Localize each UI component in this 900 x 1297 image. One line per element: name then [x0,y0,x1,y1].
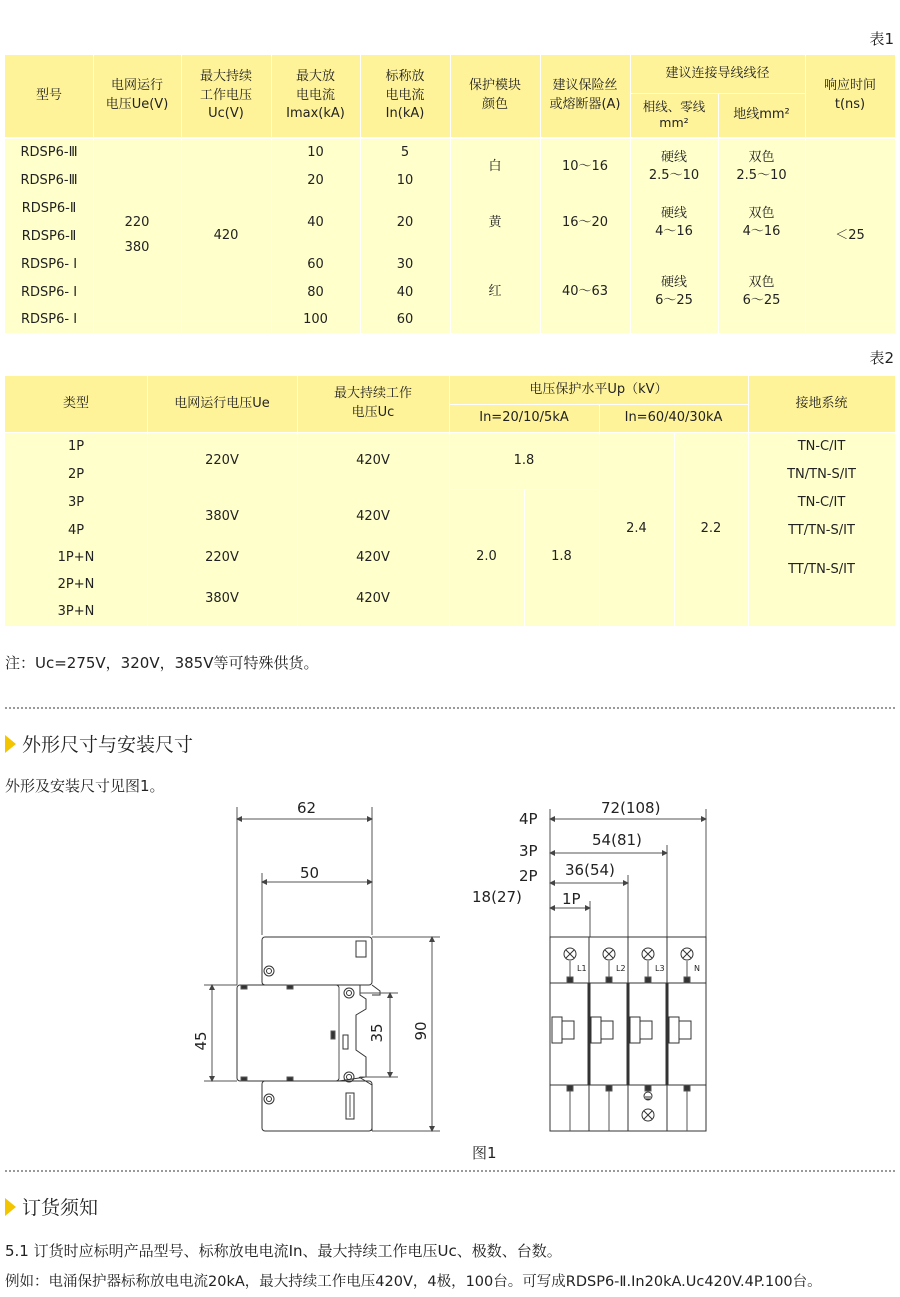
section-divider [5,707,895,709]
t2-header-ground-system: 接地系统 [748,376,895,432]
t2-type-cell: 3P+N [57,604,95,620]
t1-fuse-cell: 10～16 [561,158,609,174]
t1-wire-phase-cell: 硬线 2.5～10 [648,150,700,183]
dim-45-label: 45 [192,1031,210,1051]
dim-36-label: 36(54) [565,861,615,879]
t1-model-cell: RDSP6- Ⅰ [20,256,78,272]
t1-imax-cell: 80 [307,284,324,300]
t2-header-grid-voltage: 电网运行电压Ue [147,376,297,432]
t1-header-imax: 最大放 电电流 Imax(kA) [271,55,360,137]
t1-response-cell: ＜25 [835,227,865,243]
t1-wire-ground-cell: 双色 6～25 [742,275,781,308]
ordering-example: 例如：电涌保护器标称放电电流20kA，最大持续工作电压420V，4极，100台。可写成RDSP6-Ⅱ.In20kA.Uc420V.4P.100台。 [5,1274,822,1290]
t1-wire-ground-cell: 双色 2.5～10 [736,150,787,183]
t2-header-up-high: In=60/40/30kA [599,404,748,432]
t1-in-cell: 10 [396,172,414,188]
ordering-instruction: 5.1 订货时应标明产品型号、标称放电电流In、最大持续工作电压Uc、极数、台数。 [5,1242,562,1260]
t2-type-cell: 1P [67,438,85,454]
table2-caption: 表2 [869,349,894,367]
spec-table-2 [5,376,895,626]
table1-caption: 表1 [869,30,894,48]
section-title: 订货须知 [22,1197,99,1219]
section-marker-icon [5,1198,16,1216]
section-divider [5,1170,895,1172]
t1-model-cell: RDSP6- Ⅰ [20,284,78,300]
t2-ground-cell: TN-C/IT [797,438,846,454]
section-heading-ordering [5,1193,98,1220]
t1-header-model: 型号 [5,55,93,137]
t2-ground-cell: TT/TN-S/IT [788,522,855,538]
t2-grid-voltage-cell: 220V [205,452,239,468]
front-view [550,809,706,1131]
t1-imax-cell: 20 [307,172,324,188]
t1-header-wire: 建议连接导线线径 [630,55,805,93]
pole-1p-label: 1P [562,890,581,908]
t1-max-cont-voltage-cell: 420 [213,227,239,243]
t2-ground-cell: TT/TN-S/IT [788,562,855,578]
dimensions-text: 外形及安装尺寸见图1。 [5,777,165,795]
t2-up-cell: 2.4 [626,521,647,537]
t1-model-cell: RDSP6-Ⅱ [21,200,77,216]
t2-type-cell: 1P+N [57,550,95,566]
dim-18-label: 18(27) [472,888,522,906]
section-marker-icon [5,735,16,753]
t1-model-cell: RDSP6-Ⅲ [20,144,78,160]
section-title: 外形尺寸与安装尺寸 [22,734,194,756]
t1-fuse-cell: 16～20 [561,214,609,230]
t2-grid-voltage-cell: 380V [205,590,239,606]
t1-color-cell: 红 [488,283,502,299]
t2-grid-voltage-cell: 380V [205,508,239,524]
dim-50-label: 50 [300,864,320,882]
t1-model-cell: RDSP6-Ⅲ [20,172,78,188]
t1-header-module-color: 保护模块 颜色 [450,55,540,137]
t2-type-cell: 2P [67,466,85,482]
pole-4p-label: 4P [519,810,538,828]
t1-header-fuse: 建议保险丝 或熔断器(A) [540,55,630,137]
t2-max-cont-cell: 420V [356,452,390,468]
t1-model-cell: RDSP6-Ⅱ [21,228,77,244]
t1-header-max-cont-voltage: 最大持续 工作电压 Uc(V) [181,55,271,137]
t2-max-cont-cell: 420V [356,550,390,566]
dim-90-label: 90 [412,1021,430,1041]
t1-wire-phase-cell: 硬线 6～25 [655,275,693,308]
t2-type-cell: 2P+N [57,577,95,593]
t1-in-cell: 5 [400,144,410,160]
t2-up-cell: 1.8 [551,549,572,565]
side-view [204,807,440,1131]
t1-color-cell: 黄 [488,214,502,230]
t2-grid-voltage-cell: 220V [205,550,239,566]
dim-54-label: 54(81) [592,831,642,849]
t1-header-response: 响应时间 t(ns) [805,55,895,137]
terminal-label: L1 [577,964,587,973]
t2-type-cell: 4P [67,522,85,538]
t1-in-cell: 60 [396,311,414,327]
t2-header-up-low: In=20/10/5kA [449,404,599,432]
supply-note: 注：Uc=275V，320V，385V等可特殊供货。 [5,654,319,672]
t2-type-cell: 3P [67,494,85,510]
dim-72-label: 72(108) [601,799,661,817]
dim-62-label: 62 [297,799,317,817]
t2-ground-cell: TN/TN-S/IT [787,466,856,482]
t2-ground-cell: TN-C/IT [797,494,846,510]
t1-imax-cell: 40 [307,214,324,230]
t1-in-cell: 30 [396,256,414,272]
spec-table-1 [5,55,895,333]
t1-header-wire-phase: 相线、零线 mm² [630,93,718,137]
t1-model-cell: RDSP6- Ⅰ [20,311,78,327]
t1-header-grid-voltage: 电网运行 电压Ue(V) [93,55,181,137]
t1-imax-cell: 10 [307,144,324,160]
pole-3p-label: 3P [519,842,538,860]
t1-color-cell: 白 [488,158,502,174]
t2-up-cell: 2.0 [476,549,497,565]
dim-35-label: 35 [368,1023,386,1043]
dimension-drawing [0,795,900,1140]
t1-wire-phase-cell: 硬线 4～16 [655,206,693,239]
section-heading-dimensions [5,730,193,757]
t1-header-wire-ground: 地线mm² [718,93,805,137]
t2-header-max-cont-voltage: 最大持续工作 电压Uc [297,376,449,432]
figure-caption: 图1 [472,1144,497,1162]
t1-in-cell: 40 [396,284,414,300]
t1-imax-cell: 60 [307,256,324,272]
t1-grid-voltage-cell: 220 380 [124,215,150,255]
t1-fuse-cell: 40～63 [561,283,609,299]
pole-2p-label: 2P [519,867,538,885]
t2-header-up: 电压保护水平Up（kV） [449,376,748,404]
terminal-label: N [694,964,700,973]
terminal-label: L3 [655,964,665,973]
t1-header-in: 标称放 电电流 In(kA) [360,55,450,137]
t1-wire-ground-cell: 双色 4～16 [742,206,781,239]
t1-in-cell: 20 [396,214,414,230]
t2-header-type: 类型 [5,376,147,432]
t2-max-cont-cell: 420V [356,508,390,524]
terminal-label: L2 [616,964,626,973]
t2-up-cell: 2.2 [700,521,722,537]
t1-imax-cell: 100 [303,311,328,327]
t2-max-cont-cell: 420V [356,590,390,606]
t2-up-cell: 1.8 [513,452,535,468]
